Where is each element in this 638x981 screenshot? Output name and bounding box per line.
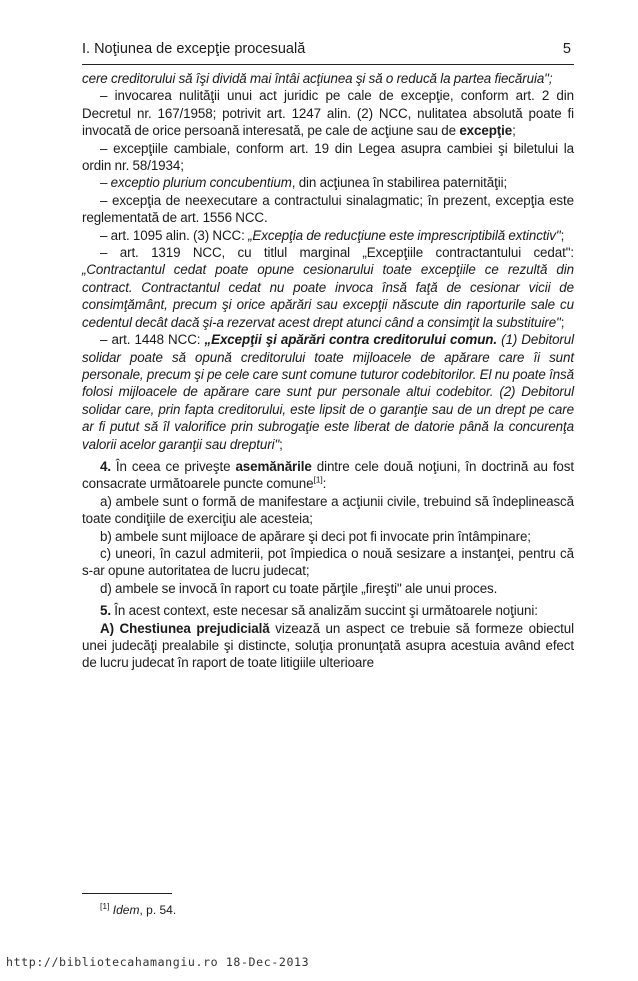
footnote-mark: [1] (100, 901, 110, 911)
page-number: 5 (562, 41, 571, 57)
paragraph: cere creditorului să îşi dividă mai întâi acţiunea şi să o reducă la partea fiecăruia"; (82, 71, 553, 86)
paragraph: – art. 1095 alin. (3) NCC: „Excepţia de reducţiune este imprescriptibilă extinctiv"; (100, 227, 565, 243)
paragraph: A) Chestiunea prejudicială vizează un aspect ce trebuie să formeze obiectul unei judecăţi prealabile şi distincte, soluţia pronunţată asupra acestuia având efect de lucru judecat în raport de toate litigiile ulterioare (82, 620, 575, 671)
section-paragraph: 5. În acest context, este necesar să analizăm succint şi următoarele noţiuni: (100, 603, 538, 619)
running-header (82, 36, 574, 65)
paragraph: – exceptio plurium concubentium, din acţiunea în stabilirea paternităţii; (100, 175, 508, 191)
paragraph: – art. 1319 NCC, cu titlul marginal „Excepţiile contractantului cedat": „Contractantul cedat poate opune cesionarului toate excepţiile ce rezultă din contract. Contractantul cedat nu poate invoca însă faţă de cesionar vicii de consimţământ, precum şi orice apărări sau excepţii născute din raporturile sale cu cedentul decât dacă şi-a rezervat acest drept atunci când a consimţit la substituire"; (82, 245, 574, 330)
chapter-title: I. Noţiunea de excepţie procesuală (82, 41, 306, 57)
body-text (82, 70, 574, 672)
source-url-footer: http://bibliotecahamangiu.ro 18-Dec-2013 (6, 955, 310, 969)
paragraph: – invocarea nulităţii unui act juridic pe cale de excepţie, conform art. 2 din Decretul nr. 167/1958; potrivit art. 1247 alin. (2) NCC, nulitatea absolută poate fi invocată de orice persoană interesată, pe cale de acţiune sau de excepţie; (82, 88, 574, 139)
list-item: a) ambele sunt o formă de manifestare a acţiunii civile, trebuind să îndeplinească toate condiţiile de exerciţiu ale acesteia; (82, 493, 574, 527)
list-item: d) ambele se invocă în raport cu toate părţile „fireşti" ale unui proces. (100, 580, 498, 596)
list-item: c) uneori, în cazul admiterii, pot împiedica o nouă sesizare a instanţei, pentru că s-ar opune autoritatea de lucru judecat; (82, 545, 574, 579)
section-paragraph: 4. În ceea ce priveşte asemănările dintre cele două noţiuni, în doctrină au fost consacrate următoarele puncte comune[1]: (82, 458, 574, 492)
paragraph: – excepţia de neexecutare a contractului sinalagmatic; în prezent, excepţia este reglementată de art. 1556 NCC. (82, 192, 574, 226)
paragraph: – excepţiile cambiale, conform art. 19 din Legea asupra cambiei şi biletului la ordin nr. 58/1934; (82, 140, 574, 174)
list-item: b) ambele sunt mijloace de apărare şi deci pot fi invocate prin întâmpinare; (100, 528, 531, 544)
footnote-divider (82, 893, 172, 894)
footnote: [1] Idem, p. 54. (100, 901, 177, 917)
footnote-ref[interactable]: [1] (313, 474, 323, 485)
paragraph: – art. 1448 NCC: „Excepţii şi apărări contra creditorului comun. (1) Debitorul solidar poate să opună creditorului toate mijloacele de apărare care îi sunt personale, precum şi pe cele care sunt comune tuturor codebitorilor. El nu poate însă folosi mijloacele de apărare care sunt pur personale altui codebitor. (2) Debitorul solidar care, prin fapta creditorului, este lipsit de o garanţie sau de un drept pe care ar fi putut să îl valorifice prin subrogaţie este liberat de datorie până la concurenţa valorii acelor garanţii sau drepturi"; (82, 332, 574, 452)
